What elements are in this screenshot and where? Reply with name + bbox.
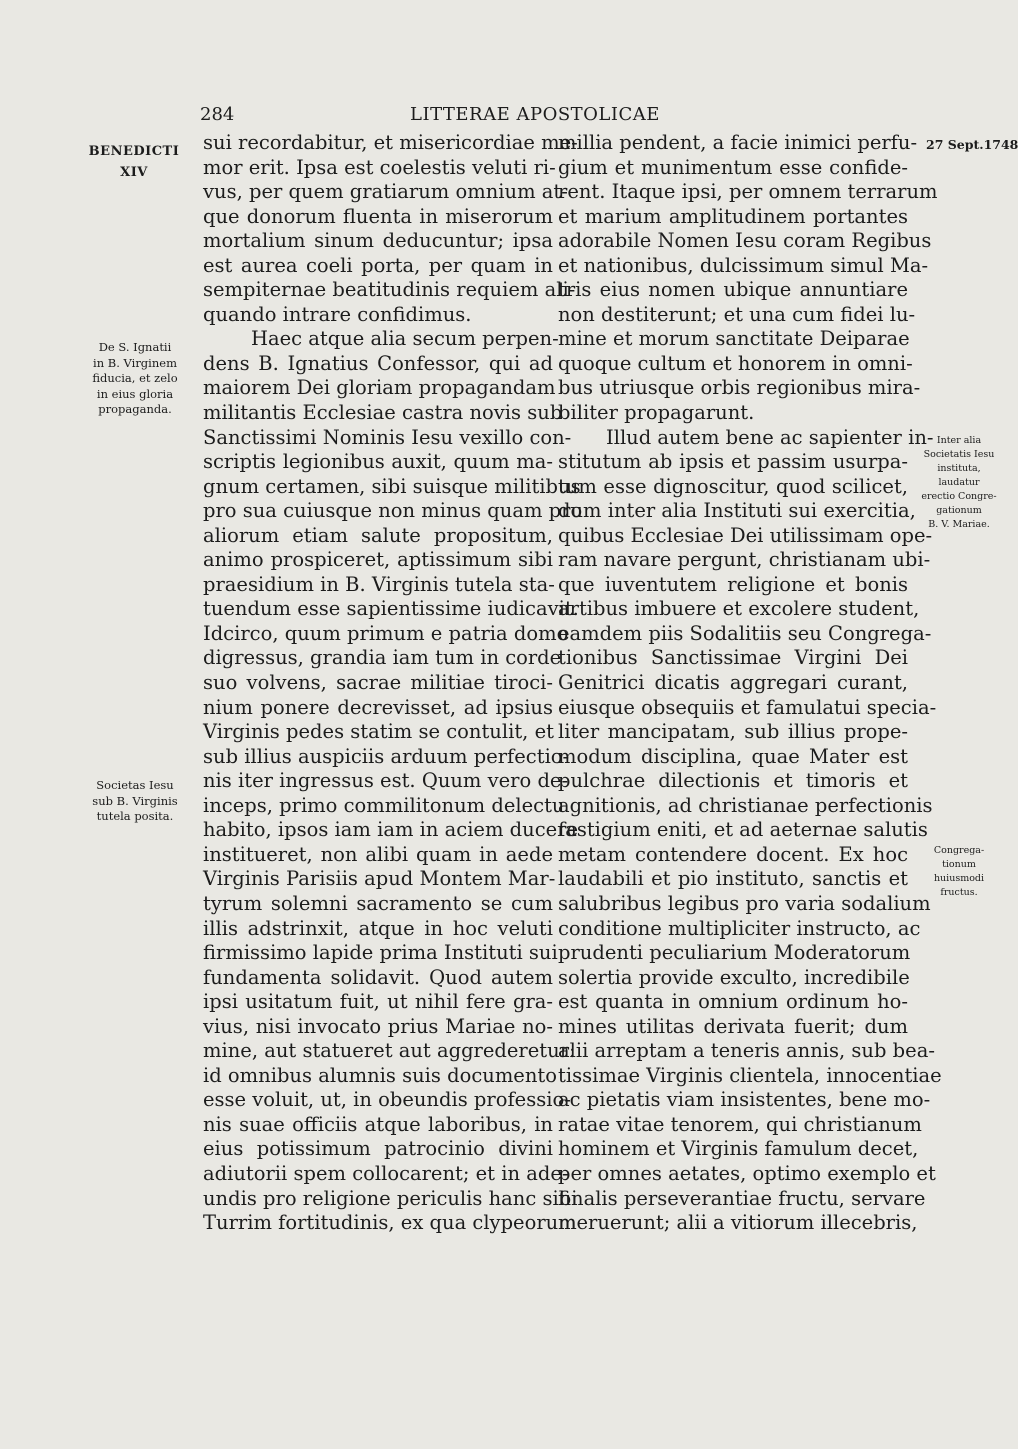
- note-line: Congrega-: [933, 845, 985, 856]
- left-margin-heading: [88, 141, 180, 183]
- text-line: nis iter ingressus est. Quum vero de-: [203, 769, 569, 793]
- text-line: maiorem Dei gloriam propagandam: [203, 376, 556, 400]
- note-line: propaganda.: [98, 402, 172, 416]
- text-line: quoque cultum et honorem in omni-: [558, 351, 913, 375]
- page-number: 284: [200, 104, 235, 125]
- text-line: quando intrare confidimus.: [203, 302, 472, 326]
- text-column-right: [558, 131, 942, 1236]
- text-line: rent. Itaque ipsi, per omnem terrarum: [558, 180, 938, 204]
- text-line: dum inter alia Instituti sui exercitia,: [558, 499, 916, 523]
- text-column-left: [203, 131, 583, 1236]
- text-line: artibus imbuere et excolere student,: [558, 597, 920, 621]
- note-line: Societas Iesu: [96, 778, 174, 792]
- text-line: tris eius nomen ubique annuntiare: [558, 278, 908, 302]
- note-line: Societatis Iesu: [923, 449, 995, 460]
- note-line: tionum: [942, 859, 976, 870]
- text-line: prudenti peculiarium Moderatorum: [558, 941, 911, 965]
- text-line: millia pendent, a facie inimici perfu-: [558, 131, 918, 154]
- text-line: ipsi usitatum fuit, ut nihil fere gra-: [203, 990, 553, 1014]
- text-line: eiusque obsequiis et famulatui specia-: [558, 695, 937, 719]
- text-line: aliorum etiam salute propositum,: [203, 523, 553, 547]
- text-line: mine et morum sanctitate Deiparae: [558, 327, 910, 351]
- text-line: biliter propagarunt.: [558, 401, 755, 425]
- text-line: laudabili et pio instituto, sanctis et: [558, 867, 908, 891]
- note-line: laudatur: [938, 477, 980, 488]
- text-line: gnum certamen, sibi suisque militibus: [203, 474, 581, 498]
- text-line: Sanctissimi Nominis Iesu vexillo con-: [203, 425, 572, 449]
- text-line: pro sua cuiusque non minus quam pro: [203, 499, 583, 523]
- margin-note-congregationum: [920, 844, 998, 900]
- text-line: sub illius auspiciis arduum perfectio-: [203, 744, 570, 768]
- note-line: fiducia, et zelo: [92, 371, 178, 385]
- text-line: suo volvens, sacrae militiae tiroci-: [203, 671, 553, 695]
- text-line: que iuventutem religione et bonis: [558, 572, 908, 596]
- text-line: alii arreptam a teneris annis, sub bea-: [558, 1039, 935, 1063]
- text-line: Virginis Parisiis apud Montem Mar-: [203, 867, 556, 891]
- note-line: Inter alia: [936, 435, 982, 446]
- text-line: id omnibus alumnis suis documento: [203, 1063, 557, 1087]
- note-line: gationum: [936, 505, 982, 516]
- note-line: huiusmodi: [933, 873, 985, 884]
- note-line: De S. Ignatii: [98, 340, 172, 354]
- text-line: Virginis pedes statim se contulit, et: [203, 720, 554, 744]
- text-line: quibus Ecclesiae Dei utilissimam ope-: [558, 523, 933, 547]
- text-line: adorabile Nomen Iesu coram Regibus: [558, 229, 932, 253]
- text-line: finalis perseverantiae fructu, servare: [558, 1186, 926, 1210]
- text-line: que donorum fluenta in miserorum: [203, 204, 553, 228]
- text-line: et nationibus, dulcissimum simul Ma-: [558, 253, 929, 277]
- text-line: tuendum esse sapientissime iudicavit.: [203, 597, 579, 621]
- text-line: ac pietatis viam insistentes, bene mo-: [558, 1088, 931, 1112]
- text-line: stitutum ab ipsis et passim usurpa-: [558, 450, 908, 474]
- text-line: metam contendere docent. Ex hoc: [558, 842, 908, 866]
- text-line: meruerunt; alii a vitiorum illecebris,: [558, 1211, 918, 1235]
- text-line: non destiterunt; et una cum fidei lu-: [558, 302, 916, 326]
- text-line: tyrum solemni sacramento se cum: [203, 891, 553, 915]
- note-line: in eius gloria: [96, 386, 174, 401]
- note-line: fructus.: [940, 887, 978, 898]
- text-line: habito, ipsos iam iam in aciem ducere: [203, 818, 579, 842]
- text-line: scriptis legionibus auxit, quum ma-: [203, 450, 553, 474]
- text-line: pulchrae dilectionis et timoris et: [558, 769, 908, 793]
- text-line: undis pro religione periculis hanc sibi: [203, 1186, 578, 1210]
- text-line: eius potissimum patrocinio divini: [203, 1137, 553, 1161]
- heading-line: XIV: [120, 165, 148, 180]
- text-line: eamdem piis Sodalitiis seu Congrega-: [558, 621, 932, 645]
- text-line: digressus, grandia iam tum in corde: [203, 646, 562, 670]
- text-line: tionibus Sanctissimae Virgini Dei: [558, 646, 908, 670]
- text-line: et marium amplitudinem portantes: [558, 204, 908, 228]
- text-line: mine, aut statueret aut aggrederetur:: [203, 1039, 576, 1063]
- text-line: inceps, primo commilitonum delectu: [203, 793, 565, 817]
- text-line: dens B. Ignatius Confessor, qui ad: [203, 351, 553, 375]
- note-line: sub B. Virginis: [92, 793, 178, 808]
- text-line: Illud autem bene ac sapienter in-: [606, 425, 934, 449]
- text-line: firmissimo lapide prima Instituti sui: [203, 941, 558, 965]
- heading-line: BENEDICTI: [88, 144, 180, 159]
- text-line: mortalium sinum deducuntur; ipsa: [203, 229, 553, 253]
- text-line: solertia provide exculto, incredibile: [558, 965, 910, 989]
- text-line: Genitrici dicatis aggregari curant,: [558, 671, 908, 695]
- text-line: fastigium eniti, et ad aeternae salutis: [558, 818, 928, 842]
- text-line: agnitionis, ad christianae perfectionis: [558, 793, 933, 817]
- text-line: militantis Ecclesiae castra novis sub: [203, 401, 563, 425]
- text-line: illis adstrinxit, atque in hoc veluti: [203, 916, 553, 940]
- text-line: hominem et Virginis famulum decet,: [558, 1137, 919, 1161]
- text-line: Haec atque alia secum perpen-: [251, 327, 559, 351]
- text-line: ram navare pergunt, christianam ubi-: [558, 548, 931, 572]
- right-margin-date: 27 Sept.1748: [926, 137, 1018, 152]
- text-line: sempiternae beatitudinis requiem ali-: [203, 278, 576, 302]
- text-line: sui recordabitur, et misericordiae me-: [203, 131, 578, 154]
- text-line: modum disciplina, quae Mater est: [558, 744, 908, 768]
- text-line: Turrim fortitudinis, ex qua clypeorum: [203, 1211, 577, 1235]
- text-line: est aurea coeli porta, per quam in: [203, 253, 553, 277]
- note-line: tutela posita.: [96, 809, 174, 823]
- note-line: erectio Congre-: [921, 491, 997, 502]
- text-line: salubribus legibus pro varia sodalium: [558, 891, 931, 915]
- text-line: fundamenta solidavit. Quod autem: [203, 965, 553, 989]
- margin-note-ignatius: [86, 340, 184, 418]
- text-line: est quanta in omnium ordinum ho-: [558, 990, 908, 1014]
- margin-note-societas: [86, 778, 184, 825]
- text-line: Idcirco, quum primum e patria domo: [203, 621, 569, 645]
- text-line: institueret, non alibi quam in aede: [203, 842, 553, 866]
- text-line: gium et munimentum esse confide-: [558, 155, 908, 179]
- text-line: vius, nisi invocato prius Mariae no-: [203, 1014, 553, 1038]
- text-line: ratae vitae tenorem, qui christianum: [558, 1112, 922, 1136]
- running-title: LITTERAE APOSTOLICAE: [410, 104, 660, 125]
- text-line: bus utriusque orbis regionibus mira-: [558, 376, 921, 400]
- text-line: nium ponere decrevisset, ad ipsius: [203, 695, 553, 719]
- note-line: in B. Virginem: [93, 355, 177, 370]
- text-line: mines utilitas derivata fuerit; dum: [558, 1014, 908, 1038]
- text-line: tum esse dignoscitur, quod scilicet,: [558, 474, 908, 498]
- note-line: instituta,: [937, 463, 981, 474]
- text-line: esse voluit, ut, in obeundis professio-: [203, 1088, 571, 1112]
- text-line: per omnes aetates, optimo exemplo et: [558, 1161, 936, 1185]
- text-line: nis suae officiis atque laboribus, in: [203, 1112, 553, 1136]
- text-line: tissimae Virginis clientela, innocentiae: [558, 1063, 942, 1087]
- text-line: adiutorii spem collocarent; et in ade-: [203, 1161, 569, 1185]
- text-line: mor erit. Ipsa est coelestis veluti ri-: [203, 155, 556, 179]
- note-line: B. V. Mariae.: [928, 519, 990, 530]
- text-line: praesidium in B. Virginis tutela sta-: [203, 572, 555, 596]
- text-line: liter mancipatam, sub illius prope-: [558, 720, 908, 744]
- text-line: vus, per quem gratiarum omnium at-: [203, 180, 568, 204]
- text-line: animo prospiceret, aptissimum sibi: [203, 548, 553, 572]
- text-line: conditione multipliciter instructo, ac: [558, 916, 921, 940]
